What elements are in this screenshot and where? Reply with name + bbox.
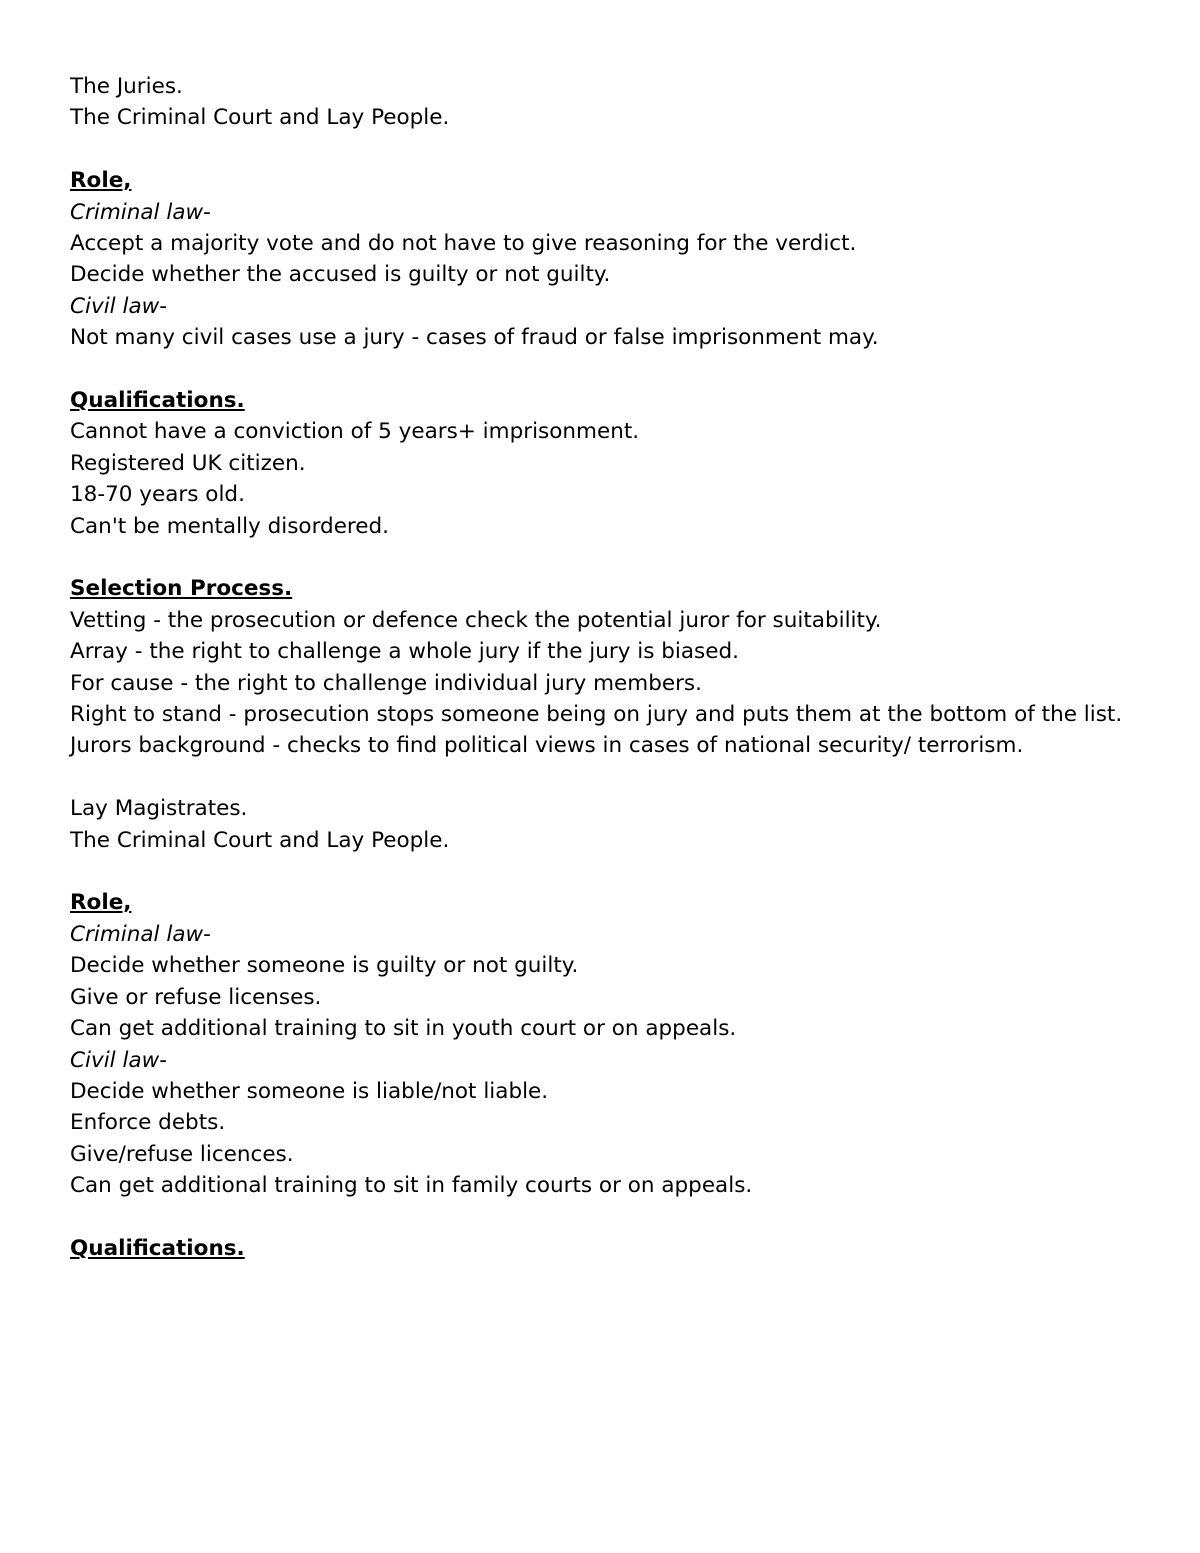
subheading-dash: -: [203, 921, 211, 947]
list-item: Decide whether someone is liable/not liable.: [70, 1078, 549, 1104]
subheading-dash: -: [159, 293, 167, 319]
blank-line: [70, 354, 1140, 385]
section-title-magistrates: Lay Magistrates.: [70, 796, 248, 822]
list-item: Accept a majority vote and do not have to give reasoning for the verdict.: [70, 231, 857, 257]
blank-line: [70, 1202, 1140, 1233]
section-subtitle-magistrates: The Criminal Court and Lay People.: [70, 827, 450, 853]
subheading-label: Civil law: [70, 293, 160, 319]
section-subtitle-juries: The Criminal Court and Lay People.: [70, 105, 450, 131]
list-item: Decide whether someone is guilty or not guilty.: [70, 953, 579, 979]
list-item: Right to stand - prosecution stops someone being on jury and puts them at the bottom of the list.: [70, 702, 1123, 728]
blank-line: [70, 856, 1140, 887]
document-body: [70, 71, 1140, 1264]
list-item: Decide whether the accused is guilty or not guilty.: [70, 262, 611, 288]
list-item: Vetting - the prosecution or defence check the potential juror for suitability.: [70, 607, 882, 633]
list-item: Registered UK citizen.: [70, 450, 306, 476]
list-item: Can get additional training to sit in youth court or on appeals.: [70, 1016, 737, 1042]
subheading-civil-law-juries: [70, 291, 1140, 322]
subheading-label: Criminal law: [70, 921, 204, 947]
heading-qualifications-magistrates: Qualifications.: [70, 1235, 245, 1261]
blank-line: [70, 542, 1140, 573]
subheading-criminal-law-magistrates: [70, 919, 1140, 950]
list-item: 18-70 years old.: [70, 482, 245, 508]
blank-line: [70, 134, 1140, 165]
blank-line: [70, 762, 1140, 793]
list-item: Jurors background - checks to find political views in cases of national security/ terrorism.: [70, 733, 1024, 759]
subheading-criminal-law-juries: [70, 197, 1140, 228]
list-item: For cause - the right to challenge individual jury members.: [70, 670, 702, 696]
subheading-label: Civil law: [70, 1047, 160, 1073]
list-item: Cannot have a conviction of 5 years+ imprisonment.: [70, 419, 640, 445]
list-item: Can't be mentally disordered.: [70, 513, 389, 539]
subheading-label: Criminal law: [70, 199, 204, 225]
heading-role-magistrates: Role,: [70, 890, 132, 916]
section-title-juries: The Juries.: [70, 74, 183, 99]
list-item: Give/refuse licences.: [70, 1141, 294, 1167]
heading-qualifications-juries: Qualifications.: [70, 388, 245, 414]
heading-role-juries: Role,: [70, 168, 132, 194]
list-item: Array - the right to challenge a whole jury if the jury is biased.: [70, 639, 739, 665]
list-item: Enforce debts.: [70, 1110, 226, 1136]
subheading-civil-law-magistrates: [70, 1045, 1140, 1076]
list-item: Can get additional training to sit in family courts or on appeals.: [70, 1173, 753, 1199]
subheading-dash: -: [203, 199, 211, 225]
list-item: Give or refuse licenses.: [70, 984, 322, 1010]
list-item: Not many civil cases use a jury - cases of fraud or false imprisonment may.: [70, 325, 879, 351]
heading-selection-process: Selection Process.: [70, 576, 293, 602]
subheading-dash: -: [159, 1047, 167, 1073]
